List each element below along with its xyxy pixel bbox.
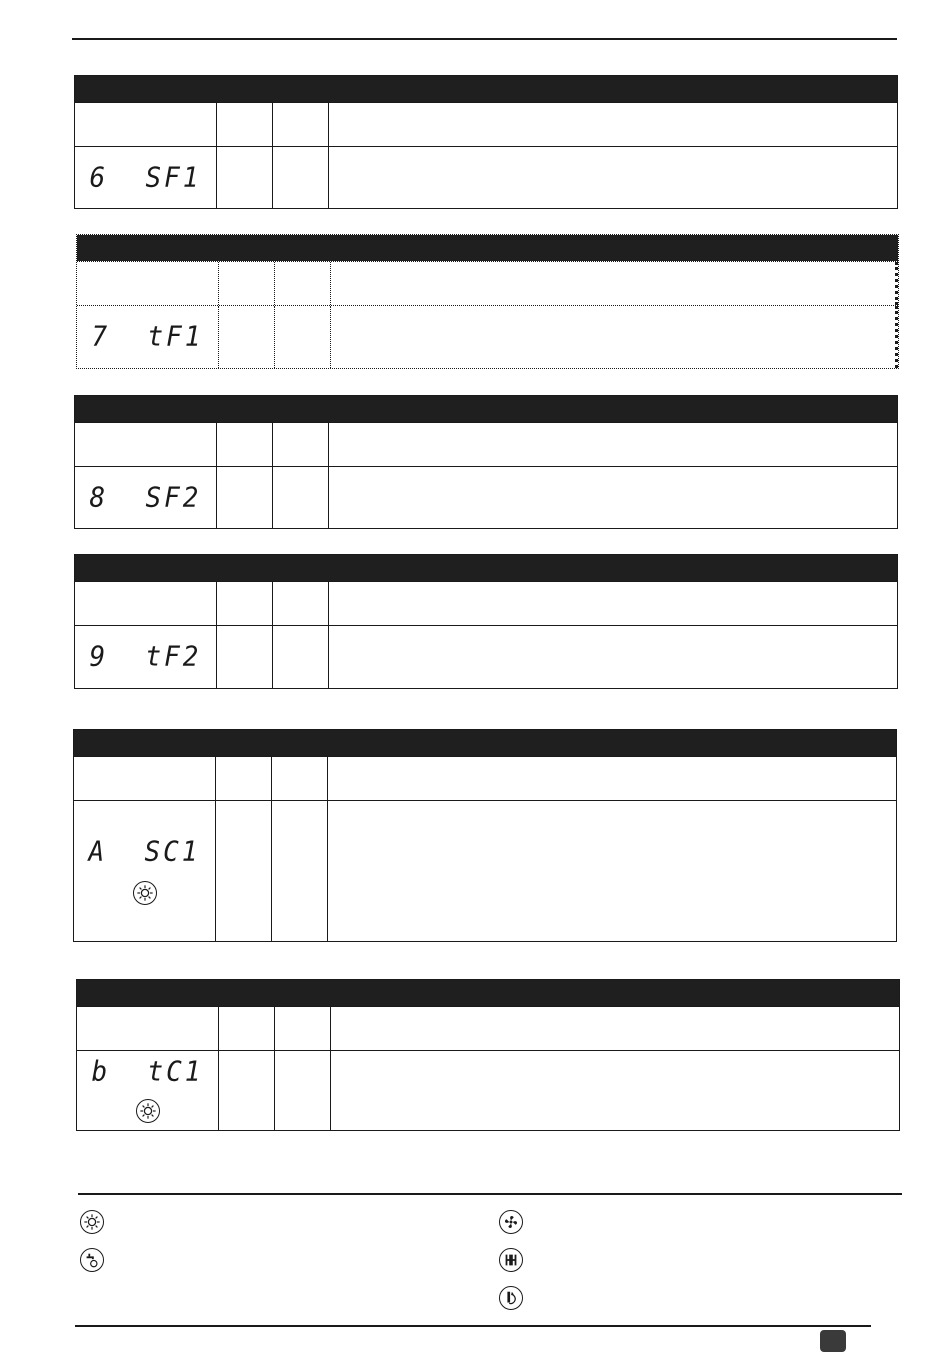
parameter-code-cell [74,801,216,941]
parameter-code-cell [75,626,217,688]
table-row [77,1006,899,1050]
recirculation-icon [499,1286,523,1310]
table-row [77,261,898,305]
param-table-tf2 [74,554,898,689]
parameter-code: 9 tF2 [89,641,202,673]
parameter-code-cell [75,467,217,528]
param-table-sf1 [74,75,898,209]
sun-icon [133,881,157,905]
table-header [75,76,897,102]
table-header [75,555,897,581]
bottom-rule [75,1325,871,1327]
language-tab [820,1330,846,1352]
table-row [75,625,897,688]
tap-water-icon [80,1248,104,1272]
table-row [77,1050,899,1130]
table-row [75,581,897,625]
legend-rule [78,1193,902,1195]
parameter-code-cell [77,306,219,368]
parameter-code-cell [77,1051,219,1130]
sun-icon [80,1210,104,1234]
parameter-code: 6 SF1 [89,161,202,194]
param-table-sc1 [73,729,897,942]
table-row [75,102,897,146]
table-header [77,235,898,261]
parameter-code: b tC1 [91,1056,204,1088]
parameter-code-cell [75,147,217,208]
table-row [75,422,897,466]
param-table-sf2 [74,395,898,529]
parameter-code: 7 tF1 [91,321,204,353]
table-row [74,756,896,800]
parameter-code: A SC1 [88,836,201,868]
table-header [74,730,896,756]
sun-icon [136,1099,160,1123]
table-row [77,305,898,368]
top-rule [72,38,897,40]
table-row [75,146,897,208]
table-header [77,980,899,1006]
parameter-code: 8 SF2 [89,481,202,514]
table-row [75,466,897,528]
table-header [75,396,897,422]
param-table-tf1 [76,234,899,369]
heat-exchanger-icon [499,1248,523,1272]
table-row [74,800,896,941]
fan-icon [499,1210,523,1234]
param-table-tc1 [76,979,900,1131]
